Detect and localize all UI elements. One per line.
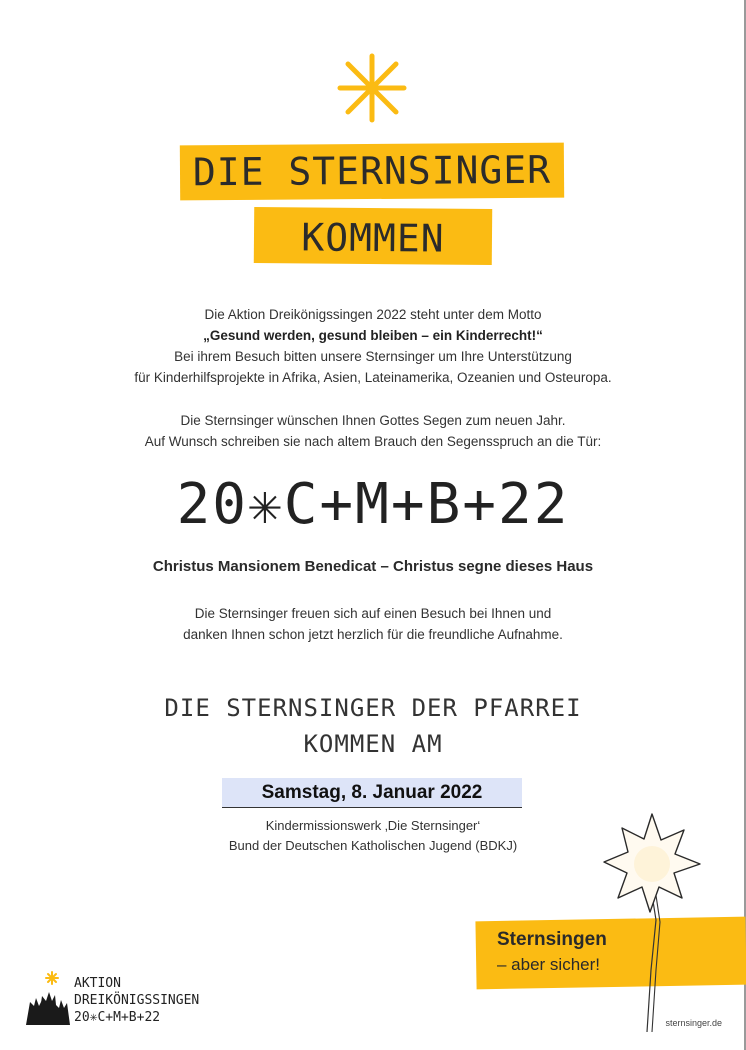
intro-line: Bei ihrem Besuch bitten unsere Sternsinger um Ihre Unterstützung bbox=[174, 349, 572, 364]
star-wand-icon bbox=[600, 810, 710, 1035]
blessing-meaning: Christus Mansionem Benedicat – Christus segne dieses Haus bbox=[152, 558, 594, 575]
sticker-subtitle: – aber sicher! bbox=[497, 955, 600, 974]
thanks-text bbox=[0, 603, 746, 645]
thanks-line: danken Ihnen schon jetzt herzlich für die freundliche Aufnahme. bbox=[183, 627, 563, 642]
blessing-formula: 20✳C+M+B+22 bbox=[176, 472, 570, 537]
thanks-line: Die Sternsinger freuen sich auf einen Besuch bei Ihnen und bbox=[194, 606, 552, 621]
visit-heading-line2: KOMMEN AM bbox=[303, 730, 443, 758]
kings-logo-icon bbox=[22, 970, 72, 1028]
organizer-line: Bund der Deutschen Katholischen Jugend (BDKJ) bbox=[228, 838, 518, 853]
intro-line: Die Aktion Dreikönigssingen 2022 steht unter dem Motto bbox=[204, 307, 542, 322]
star-icon bbox=[334, 52, 410, 124]
title-banner-line2: KOMMEN bbox=[254, 207, 492, 265]
visit-heading-line1: DIE STERNSINGER DER PFARREI bbox=[164, 694, 582, 722]
website-link[interactable]: sternsinger.de bbox=[665, 1018, 722, 1028]
title-banner-line1: DIE STERNSINGER bbox=[180, 143, 564, 201]
intro-line: für Kinderhilfsprojekte in Afrika, Asien, Lateinamerika, Ozeanien und Osteuropa. bbox=[134, 370, 612, 385]
motto: „Gesund werden, gesund bleiben – ein Kinderrecht!“ bbox=[203, 328, 543, 343]
intro-text bbox=[0, 304, 746, 388]
blessing-line: Auf Wunsch schreiben sie nach altem Brauch den Segensspruch an die Tür: bbox=[144, 434, 602, 449]
blessing-text bbox=[0, 410, 746, 452]
logo-line2: DREIKÖNIGSSINGEN bbox=[74, 993, 200, 1008]
logo-line3: 20✳C+M+B+22 bbox=[74, 1010, 161, 1025]
organizer-line: Kindermissionswerk ‚Die Sternsinger‘ bbox=[265, 818, 481, 833]
logo-line1: AKTION bbox=[74, 976, 121, 991]
blessing-line: Die Sternsinger wünschen Ihnen Gottes Segen zum neuen Jahr. bbox=[180, 413, 566, 428]
visit-date-field[interactable]: Samstag, 8. Januar 2022 bbox=[222, 778, 522, 808]
sticker-title: Sternsingen bbox=[497, 929, 607, 950]
